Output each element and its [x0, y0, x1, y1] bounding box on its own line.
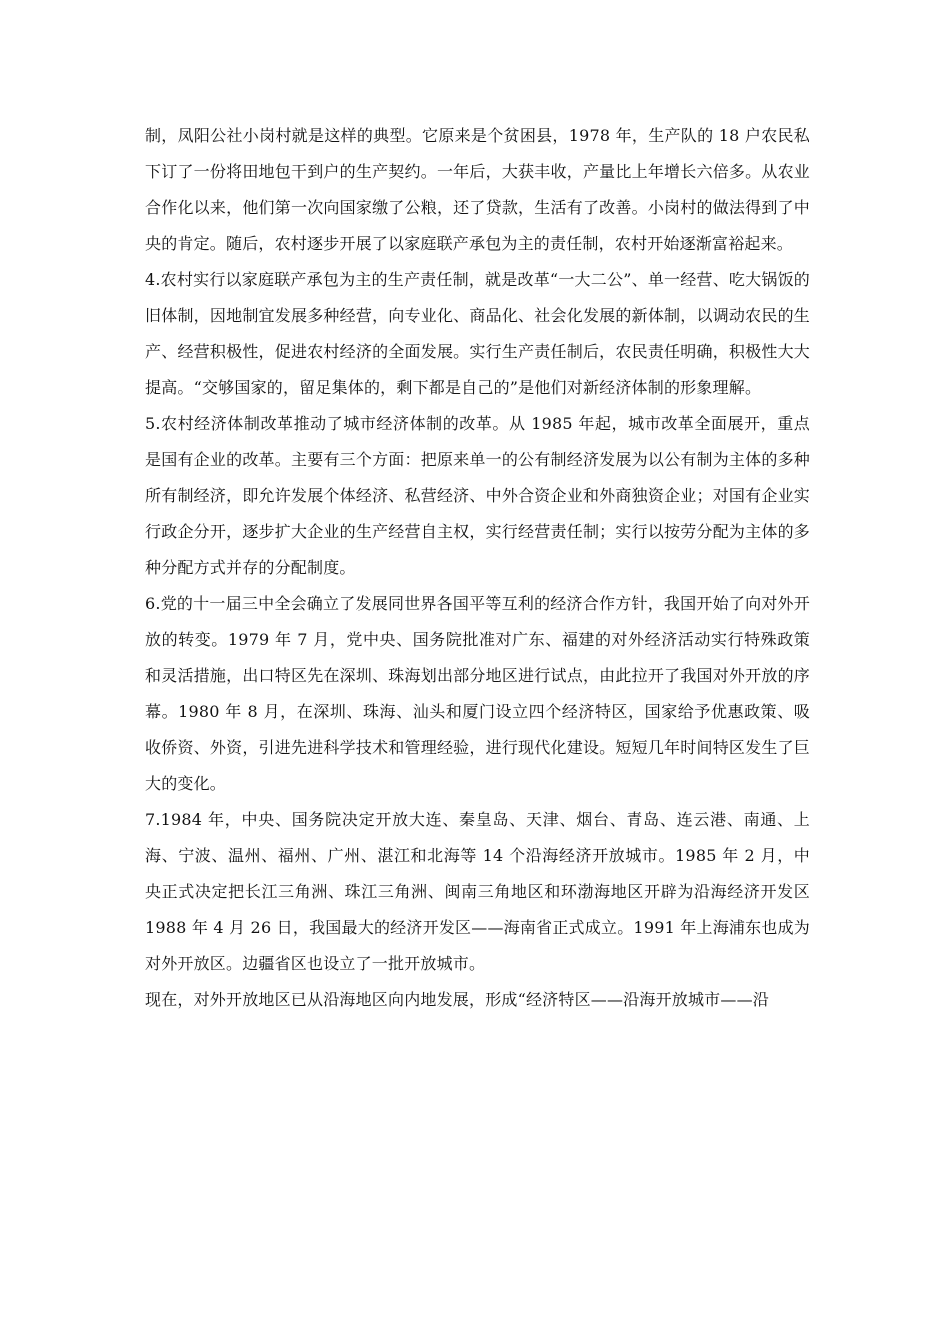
document-body [145, 118, 810, 1018]
paragraph-4: 4.农村实行以家庭联产承包为主的生产责任制，就是改革“一大二公”、单一经营、吃大锅饭的旧体制，因地制宜发展多种经营，向专业化、商品化、社会化发展的新体制，以调动农民的生产、经营积极性，促进农村经济的全面发展。实行生产责任制后，农民责任明确，积极性大大提高。“交够国家的，留足集体的，剩下都是自己的”是他们对新经济体制的形象理解。 [145, 270, 810, 397]
paragraph-8: 现在，对外开放地区已从沿海地区向内地发展，形成“经济特区——沿海开放城市——沿 [145, 990, 769, 1009]
paragraph-6: 6.党的十一届三中全会确立了发展同世界各国平等互利的经济合作方针，我国开始了向对外开放的转变。1979 年 7 月，党中央、国务院批准对广东、福建的对外经济活动实行特殊政策和灵活措施，出口特区先在深圳、珠海划出部分地区进行试点，由此拉开了我国对外开放的序幕。1980 年 8 月，在深圳、珠海、汕头和厦门设立四个经济特区，国家给予优惠政策、吸收侨资、外资，引进先进科学技术和管理经验，进行现代化建设。短短几年时间特区发生了巨大的变化。 [145, 594, 810, 793]
paragraph-intro-continuation: 制，凤阳公社小岗村就是这样的典型。它原来是个贫困县，1978 年，生产队的 18 户农民私下订了一份将田地包干到户的生产契约。一年后，大获丰收，产量比上年增长六倍多。从农业合作化以来，他们第一次向国家缴了公粮，还了贷款，生活有了改善。小岗村的做法得到了中央的肯定。随后，农村逐步开展了以家庭联产承包为主的责任制，农村开始逐渐富裕起来。 [145, 126, 810, 253]
paragraph-5: 5.农村经济体制改革推动了城市经济体制的改革。从 1985 年起，城市改革全面展开，重点是国有企业的改革。主要有三个方面：把原来单一的公有制经济发展为以公有制为主体的多种所有制经济，即允许发展个体经济、私营经济、中外合资企业和外商独资企业；对国有企业实行政企分开，逐步扩大企业的生产经营自主权，实行经营责任制；实行以按劳分配为主体的多种分配方式并存的分配制度。 [145, 414, 810, 577]
paragraph-7: 7.1984 年，中央、国务院决定开放大连、秦皇岛、天津、烟台、青岛、连云港、南通、上海、宁波、温州、福州、广州、湛江和北海等 14 个沿海经济开放城市。1985 年 2 月，中央正式决定把长江三角洲、珠江三角洲、闽南三角地区和环渤海地区开辟为沿海经济开发区 1988 年 4 月 26 日，我国最大的经济开发区——海南省正式成立。1991 年上海浦东也成为对外开放区。边疆省区也设立了一批开放城市。 [145, 810, 810, 973]
